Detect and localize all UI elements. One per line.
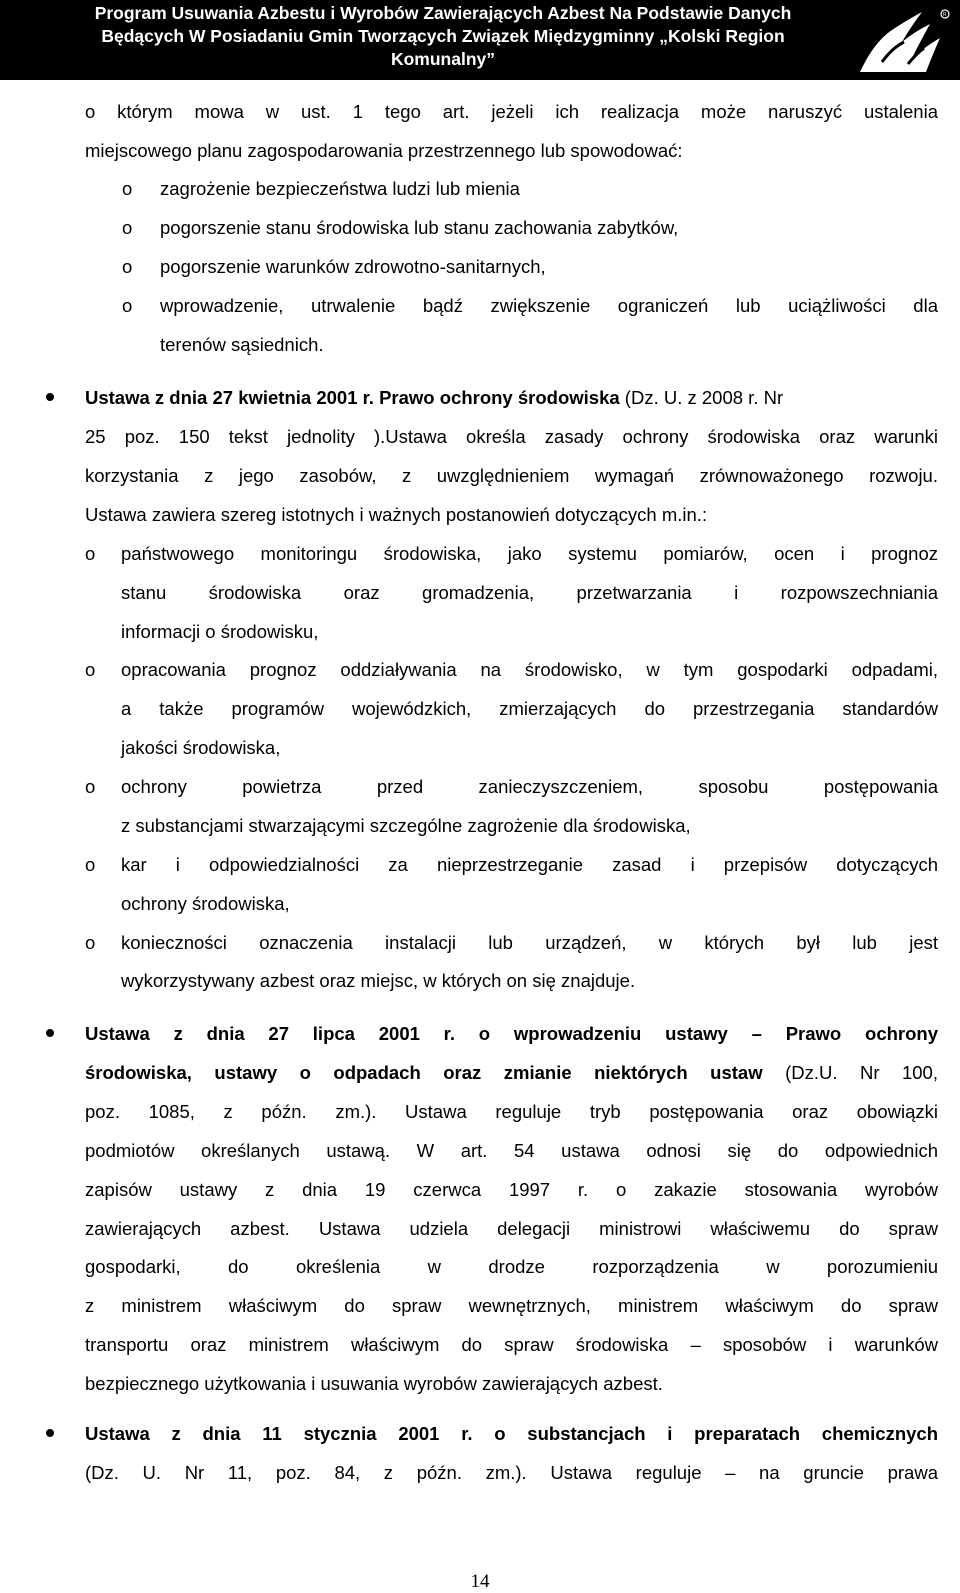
list-item-text: zagrożenie bezpieczeństwa ludzi lub mienia xyxy=(160,178,520,199)
list-marker: o xyxy=(122,295,133,316)
list-marker: o xyxy=(122,217,133,238)
list-item-text: terenów sąsiednich. xyxy=(160,334,324,355)
list-marker: o xyxy=(122,178,133,199)
list-item-text: wprowadzenie, utrwalenie bądź zwiększenie ograniczeń lub uciążliwości dla xyxy=(160,295,938,316)
list-item-text: jakości środowiska, xyxy=(121,737,281,758)
legal-act-title: środowiska, ustawy o odpadach oraz zmianie niektórych ustaw (Dz.U. Nr 100, xyxy=(85,1062,938,1083)
page-header xyxy=(0,0,960,80)
svg-text:R: R xyxy=(943,12,947,18)
bullet-icon xyxy=(46,1429,54,1437)
paragraph-line: zawierających azbest. Ustawa udziela delegacji ministrowi właściwemu do spraw xyxy=(85,1218,938,1239)
document-title: Program Usuwania Azbestu i Wyrobów Zawierających Azbest Na Podstawie Danych Będących W Posiadaniu Gmin Tworzących Związek Międzygminny „Kolski Region Komunalny” xyxy=(94,3,792,69)
paragraph-line: Ustawa zawiera szereg istotnych i ważnych postanowień dotyczących m.in.: xyxy=(85,504,708,525)
list-marker: o xyxy=(85,932,96,953)
list-item-text: pogorszenie stanu środowiska lub stanu zachowania zabytków, xyxy=(160,217,679,238)
list-item-text: wykorzystywany azbest oraz miejsc, w których on się znajduje. xyxy=(121,970,636,991)
paragraph-line: poz. 1085, z późn. zm.). Ustawa reguluje tryb postępowania oraz obowiązki xyxy=(85,1101,938,1122)
legal-act-title: Ustawa z dnia 27 lipca 2001 r. o wprowadzeniu ustawy – Prawo ochrony xyxy=(85,1023,938,1044)
bullet-icon xyxy=(46,393,54,401)
list-marker: o xyxy=(122,256,133,277)
list-marker: o xyxy=(85,543,96,564)
list-item-text: pogorszenie warunków zdrowotno-sanitarnych, xyxy=(160,256,546,277)
list-item-text: ochrony powietrza przed zanieczyszczeniem, sposobu postępowania xyxy=(121,776,938,797)
paragraph-line: 25 poz. 150 tekst jednolity ).Ustawa określa zasady ochrony środowiska oraz warunki xyxy=(85,426,938,447)
paragraph-line: zapisów ustawy z dnia 19 czerwca 1997 r. o zakazie stosowania wyrobów xyxy=(85,1179,938,1200)
list-item-text: konieczności oznaczenia instalacji lub urządzeń, w których był lub jest xyxy=(121,932,938,953)
list-item-text: ochrony środowiska, xyxy=(121,893,290,914)
organization-logo xyxy=(852,2,952,78)
list-item-text: państwowego monitoringu środowiska, jako systemu pomiarów, ocen i prognoz xyxy=(121,543,938,564)
list-item-text: a także programów wojewódzkich, zmierzających do przestrzegania standardów xyxy=(121,698,938,719)
paragraph-line: gospodarki, do określenia w drodze rozporządzenia w porozumieniu xyxy=(85,1256,938,1277)
list-marker: o xyxy=(85,776,96,797)
list-marker: o xyxy=(85,659,96,680)
paragraph-line: podmiotów określanych ustawą. W art. 54 ustawa odnosi się do odpowiednich xyxy=(85,1140,938,1161)
list-item-text: kar i odpowiedzialności za nieprzestrzeganie zasad i przepisów dotyczących xyxy=(121,854,938,875)
paragraph-line: bezpiecznego użytkowania i usuwania wyrobów zawierających azbest. xyxy=(85,1373,663,1394)
list-item-text: z substancjami stwarzającymi szczególne zagrożenie dla środowiska, xyxy=(121,815,691,836)
paragraph-line: korzystania z jego zasobów, z uwzględnieniem wymagań zrównoważonego rozwoju. xyxy=(85,465,938,486)
list-item-text: stanu środowiska oraz gromadzenia, przetwarzania i rozpowszechniania xyxy=(121,582,938,603)
paragraph-line: miejscowego planu zagospodarowania przestrzennego lub spowodować: xyxy=(85,140,683,161)
paragraph-line: transportu oraz ministrem właściwym do spraw środowiska – sposobów i warunków xyxy=(85,1334,938,1355)
bullet-icon xyxy=(46,1029,54,1037)
page-number: 14 xyxy=(470,1571,490,1592)
list-item-text: informacji o środowisku, xyxy=(121,621,319,642)
legal-act-title: Ustawa z dnia 11 stycznia 2001 r. o substancjach i preparatach chemicznych xyxy=(85,1423,938,1444)
legal-act-title: Ustawa z dnia 27 kwietnia 2001 r. Prawo ochrony środowiska (Dz. U. z 2008 r. Nr xyxy=(85,387,784,408)
paragraph-line: z ministrem właściwym do spraw wewnętrznych, ministrem właściwym do spraw xyxy=(85,1295,938,1316)
paragraph-line: o którym mowa w ust. 1 tego art. jeżeli ich realizacja może naruszyć ustalenia xyxy=(85,101,938,122)
paragraph-line: (Dz. U. Nr 11, poz. 84, z późn. zm.). Ustawa reguluje – na gruncie prawa xyxy=(85,1462,938,1483)
list-item-text: opracowania prognoz oddziaływania na środowisko, w tym gospodarki odpadami, xyxy=(121,659,938,680)
list-marker: o xyxy=(85,854,96,875)
